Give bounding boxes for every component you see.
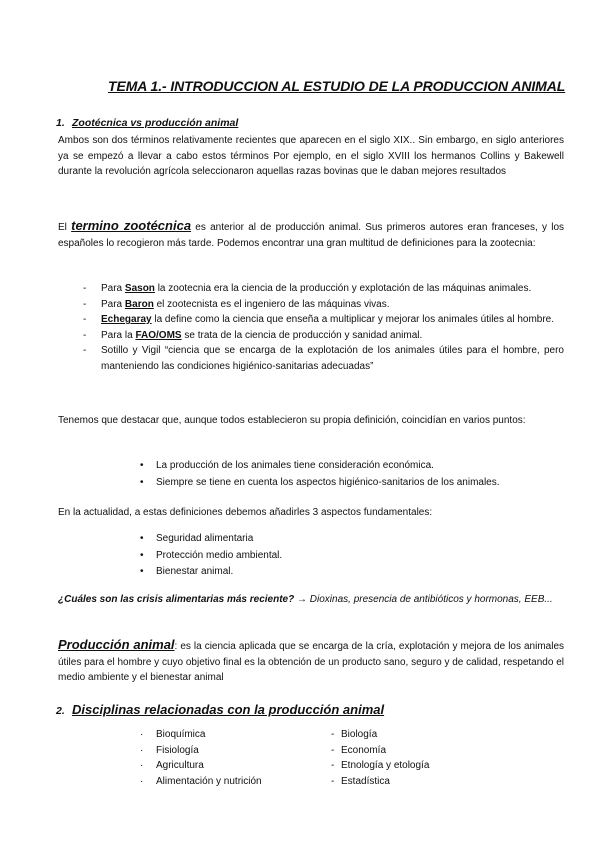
aspecto-item: Protección medio ambiental. <box>156 549 283 561</box>
definition-text: se trata de la ciencia de producción y sanidad animal. <box>181 329 423 341</box>
definition-pre: Para <box>101 298 125 310</box>
dash-marker: - <box>331 760 335 771</box>
list-item <box>331 774 429 790</box>
produccion-term: Producción animal <box>58 637 175 652</box>
coincide-paragraph: Tenemos que destacar que, aunque todos establecieron su propia definición, coincidían en varios puntos: <box>58 415 526 426</box>
coincide-list <box>140 458 500 491</box>
coincide-point: La producción de los animales tiene consideración económica. <box>156 460 434 471</box>
aspecto-item: Bienestar animal. <box>156 566 234 577</box>
dash-marker: - <box>331 744 335 756</box>
page-title: TEMA 1.- INTRODUCCION AL ESTUDIO DE LA PRODUCCION ANIMAL <box>108 78 566 94</box>
list-item <box>140 548 282 565</box>
disciplines-right-column <box>331 727 429 789</box>
termino-paragraph <box>58 218 564 251</box>
list-item <box>83 297 564 313</box>
list-item <box>140 774 262 790</box>
discipline-item: Estadística <box>341 775 390 787</box>
dot-marker: · <box>140 729 144 740</box>
aspecto-item: Seguridad alimentaria <box>156 533 254 544</box>
list-item <box>140 758 262 774</box>
list-item <box>140 727 262 743</box>
definition-text: Sotillo y Vigil “ciencia que se encarga de la explotación de los animales útiles para el hombre, pero manteniendo las condiciones higiénico-sanitarias adecuadas” <box>101 345 564 372</box>
coincide-point: Siempre se tiene en cuenta los aspectos higiénico-sanitarios de los animales. <box>156 476 500 488</box>
disciplines-left-column <box>140 727 262 789</box>
bullet-marker: • <box>140 460 144 471</box>
list-item <box>83 328 564 344</box>
dash-marker: - <box>331 729 335 740</box>
discipline-item: Agricultura <box>156 760 204 771</box>
dash-marker: - <box>83 298 87 310</box>
list-item <box>140 564 282 581</box>
list-item <box>140 475 500 492</box>
section-1-number: 1. <box>56 117 65 129</box>
discipline-item: Fisiología <box>156 744 199 756</box>
discipline-item: Alimentación y nutrición <box>156 775 262 787</box>
definition-pre: Para <box>101 283 125 294</box>
dot-marker: · <box>140 744 144 756</box>
definition-pre: Para la <box>101 329 136 341</box>
definition-author: Sason <box>124 283 155 294</box>
section-2-title: Disciplinas relacionadas con la producción animal <box>72 702 385 717</box>
definition-author: FAO/OMS <box>135 329 182 341</box>
dash-marker: - <box>331 775 335 787</box>
actualidad-paragraph: En la actualidad, a estas definiciones debemos añadirles 3 aspectos fundamentales: <box>58 507 433 518</box>
section-2-heading <box>56 702 384 717</box>
aspectos-list <box>140 531 282 581</box>
list-item <box>331 743 429 759</box>
list-item <box>83 281 564 297</box>
dash-marker: - <box>83 345 87 356</box>
definitions-list <box>83 281 564 374</box>
section-1-heading <box>56 117 238 129</box>
answer-text: Dioxinas, presencia de antibióticos y hormonas, EEB... <box>307 594 553 605</box>
dot-marker: · <box>140 760 144 771</box>
bullet-marker: • <box>140 533 144 544</box>
dash-marker: - <box>83 314 87 325</box>
termino-term: termino zootécnica <box>71 218 192 233</box>
produccion-text: : es la ciencia aplicada que se encarga de la cría, explotación y mejora de los animales útiles para el hombre y cuyo objetivo final es la obtención de un producto sano, seguro y de calidad, respetando el medio ambiente y el bienestar animal <box>58 641 564 683</box>
discipline-item: Bioquímica <box>156 729 206 740</box>
list-item <box>140 743 262 759</box>
discipline-item: Economía <box>341 744 387 756</box>
section-2-number: 2. <box>56 705 65 717</box>
list-item <box>140 531 282 548</box>
section-1-title: Zootécnica vs producción animal <box>72 117 239 129</box>
list-item <box>140 458 500 475</box>
list-item <box>83 343 564 374</box>
bullet-marker: • <box>140 476 144 488</box>
discipline-item: Etnología y etología <box>341 760 430 771</box>
termino-rest: es anterior al de producción animal. Sus primeros autores eran franceses, y los españoles lo recogieron más tarde. Podemos encontrar una gran multitud de definiciones para la zootecnia: <box>58 222 564 249</box>
produccion-paragraph <box>58 637 564 686</box>
arrow-icon: → <box>297 594 308 605</box>
definition-author: Echegaray <box>101 314 152 325</box>
question-text: ¿Cuáles son las crisis alimentarias más reciente? <box>58 594 295 605</box>
termino-prefix: El <box>58 222 72 233</box>
list-item <box>83 312 564 328</box>
bullet-marker: • <box>140 549 144 561</box>
list-item <box>331 758 429 774</box>
bullet-marker: • <box>140 566 144 577</box>
definition-text: la zootecnia era la ciencia de la producción y explotación de las máquinas animales. <box>154 283 532 294</box>
definition-text: el zootecnista es el ingeniero de las máquinas vivas. <box>153 298 390 310</box>
intro-paragraph: Ambos son dos términos relativamente recientes que aparecen en el siglo XIX.. Sin embargo, en siglo anteriores ya se empezó a llevar a cabo estos términos Por ejemplo, en el siglo XVIII los hermanos Collins y Bakewell durante la revolución agrícola seleccionaron aquellas razas bovinas que le daban mejores resultados <box>58 135 564 177</box>
dash-marker: - <box>83 283 87 294</box>
dash-marker: - <box>83 329 87 341</box>
definition-author: Baron <box>124 298 154 310</box>
definition-text: la define como la ciencia que enseña a multiplicar y mejorar los animales útiles al hombre. <box>151 314 555 325</box>
discipline-item: Biología <box>341 729 378 740</box>
crisis-question <box>58 592 564 608</box>
dot-marker: · <box>140 775 144 787</box>
list-item <box>331 727 429 743</box>
